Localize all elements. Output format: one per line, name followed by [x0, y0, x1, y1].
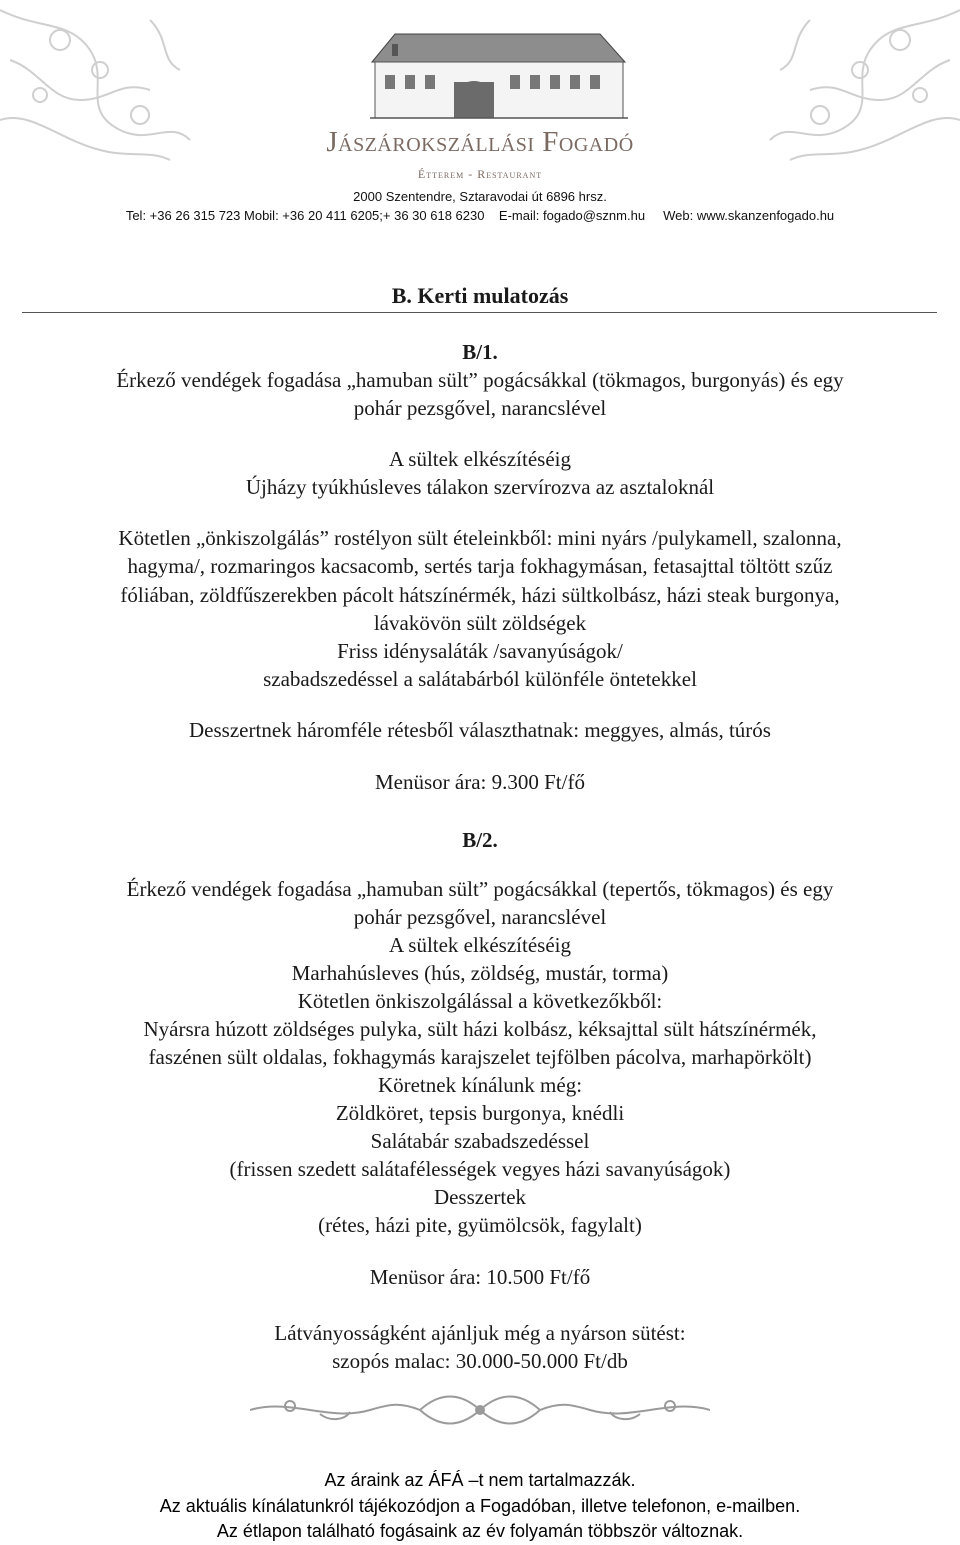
menu-b1-heading: B/1. [462, 340, 498, 364]
menu-b1-line: lávakövön sült zöldségek [373, 611, 587, 635]
menu-b2-line: Marhahúsleves (hús, zöldség, mustár, torma) [291, 961, 669, 985]
menu-b2-extra-line: Látványosságként ajánljuk még a nyárson sütést: [274, 1321, 686, 1345]
menu-b2-line: Salátabár szabadszedéssel [370, 1129, 590, 1153]
menu-b1-line: A sültek elkészítéséig [389, 447, 571, 471]
footer-note: Az áraink az ÁFÁ –t nem tartalmazzák. [324, 1470, 636, 1490]
menu-b1-price: Menüsor ára: 9.300 Ft/fő [375, 770, 585, 794]
menu-b1-line: Újházy tyúkhúsleves tálakon szervírozva az asztaloknál [245, 475, 715, 499]
menu-b2-line: Kötetlen önkiszolgálással a következőkből: [297, 989, 663, 1013]
contact-line: Tel: +36 26 315 723 Mobil: +36 20 411 6205;+ 36 30 618 6230 E-mail: fogado@sznm.hu Web: www.skanzenfogado.hu [125, 208, 835, 223]
menu-b2-line: (frissen szedett salátafélességek vegyes házi savanyúságok) [229, 1157, 731, 1181]
inn-building-illustration [370, 34, 628, 118]
menu-b2-extra-line: szopós malac: 30.000-50.000 Ft/db [332, 1349, 628, 1373]
menu-b2-line: A sültek elkészítéséig [389, 933, 571, 957]
menu-b2-line: Köretnek kínálunk még: [377, 1073, 583, 1097]
menu-b2-line: Érkező vendégek fogadása „hamuban sült” pogácsákkal (tepertős, tökmagos) és egy [126, 877, 834, 901]
footer-note: Az aktuális kínálatunkról tájékozódjon a Fogadóban, illetve telefonon, e-mailben. [159, 1496, 801, 1516]
menu-b2-line: (rétes, házi pite, gyümölcsök, fagylalt) [318, 1213, 642, 1237]
menu-b2-line: Desszertek [433, 1185, 527, 1209]
menu-b1-line: Friss idénysaláták /savanyúságok/ [337, 639, 623, 663]
menu-b1-line: pohár pezsgővel, narancslével [353, 396, 607, 420]
menu-b1-line: Kötetlen „önkiszolgálás” rostélyon sült ételeinkből: mini nyárs /pulykamell, szalonna, [118, 526, 842, 550]
menu-b2-line: Nyársra húzott zöldséges pulyka, sült házi kolbász, kéksajttal sült hátszínérmék, [143, 1017, 817, 1041]
brand-name: Jászárokszállási Fogadó [326, 126, 634, 158]
brand-subtitle: Étterem - Restaurant [417, 167, 543, 181]
footer-divider-ornament [250, 1392, 710, 1428]
section-title: B. Kerti mulatozás [391, 283, 569, 308]
menu-b2-heading: B/2. [462, 828, 498, 852]
menu-b1-line: Desszertnek háromféle rétesből választhatnak: meggyes, almás, túrós [189, 718, 771, 742]
address-line: 2000 Szentendre, Sztaravodai út 6896 hrsz. [353, 189, 607, 204]
menu-b2-line: pohár pezsgővel, narancslével [353, 905, 607, 929]
menu-b1-line: Érkező vendégek fogadása „hamuban sült” pogácsákkal (tökmagos, burgonyás) és egy [116, 368, 844, 392]
menu-b2-price: Menüsor ára: 10.500 Ft/fő [369, 1265, 591, 1289]
menu-b2-line: Zöldköret, tepsis burgonya, knédli [335, 1101, 625, 1125]
header-logo [0, 0, 960, 190]
menu-b1-line: fóliában, zöldfűszerekben pácolt hátszínérmék, házi sültkolbász, házi steak burgonya, [120, 583, 840, 607]
menu-b1-line: hagyma/, rozmaringos kacsacomb, sertés tarja fokhagymásan, fetasajttal töltött szűz [127, 554, 833, 578]
footer-note: Az étlapon található fogásaink az év folyamán többször változnak. [216, 1521, 744, 1541]
menu-b2-line: faszénen sült oldalas, fokhagymás karajszelet tejfölben pácolva, marhapörkölt) [148, 1045, 812, 1069]
title-divider [22, 312, 937, 313]
menu-b1-line: szabadszedéssel a salátabárból különféle öntetekkel [263, 667, 697, 691]
